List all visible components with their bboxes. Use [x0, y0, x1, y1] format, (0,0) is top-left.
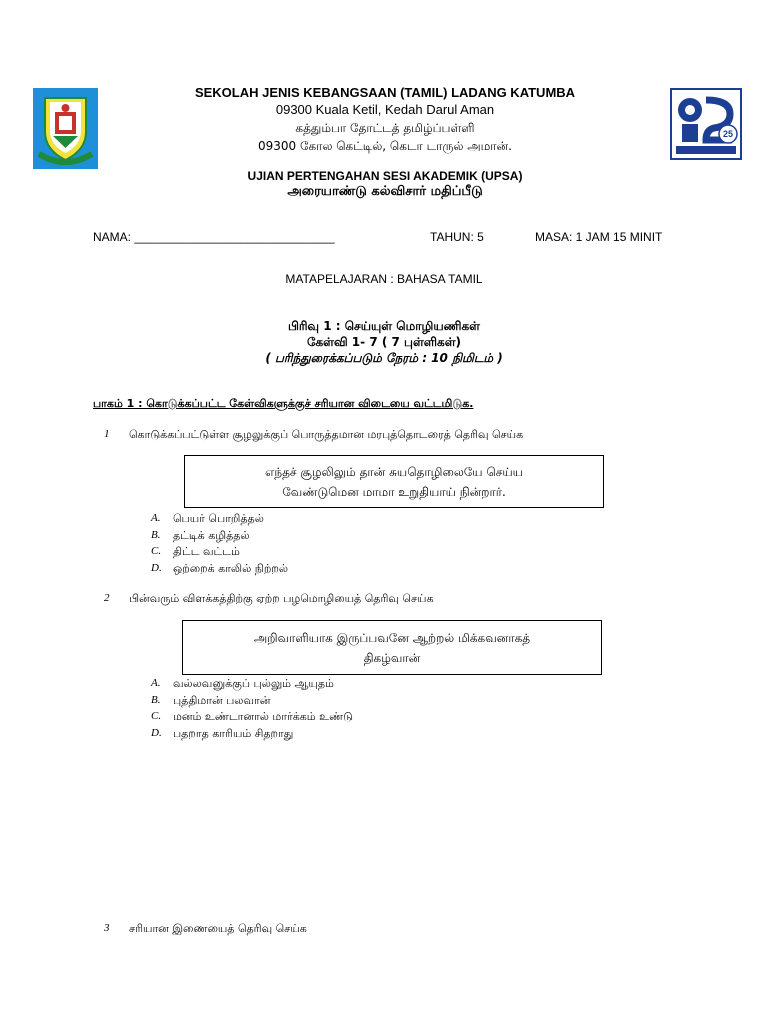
- school-name-tamil: கத்தும்பா தோட்டத் தமிழ்ப்பள்ளி: [295, 121, 475, 135]
- question-2-option-c[interactable]: [151, 710, 451, 726]
- option-letter: D.: [151, 727, 162, 739]
- question-2-option-d[interactable]: [151, 727, 451, 743]
- option-letter: A.: [151, 512, 161, 524]
- question-1-number: 1: [104, 428, 110, 440]
- subject-label: MATAPELAJARAN : BAHASA TAMIL: [285, 272, 483, 286]
- section-time: ( பரிந்துரைக்கப்படும் நேரம் : 10 நிமிடம் ): [265, 351, 503, 365]
- option-text: பெயர் பொறித்தல்: [173, 512, 264, 525]
- question-3-text: சரியான இணையைத் தெரிவு செய்க: [129, 922, 307, 935]
- question-1-context-line-2: வேண்டுமென மாமா உறுதியாய் நின்றார்.: [282, 484, 506, 499]
- option-text: புத்திமான் பலவான்: [173, 694, 271, 707]
- option-text: மனம் உண்டானால் மார்க்கம் உண்டு: [173, 710, 353, 723]
- question-2-option-b[interactable]: [151, 694, 451, 710]
- option-letter: A.: [151, 677, 161, 689]
- option-letter: B.: [151, 694, 161, 706]
- school-address-tamil: 09300 கோல கெட்டில், கெடா டாருல் அமான்.: [257, 139, 512, 153]
- anniversary-logo: [670, 88, 742, 160]
- option-text: ஒற்றைக் காலில் நிற்றல்: [173, 562, 288, 575]
- option-text: தட்டிக் கழித்தல்: [173, 529, 250, 542]
- question-1-context-box: [184, 455, 604, 508]
- question-2-context-line-2: திகழ்வான்: [363, 650, 421, 665]
- option-letter: D.: [151, 562, 162, 574]
- option-letter: C.: [151, 710, 162, 722]
- question-3-number: 3: [104, 922, 110, 934]
- question-1-option-c[interactable]: [151, 545, 451, 561]
- option-text: பதறாத காரியம் சிதறாது: [173, 727, 294, 740]
- question-2-context-box: [182, 620, 602, 675]
- time-label: MASA: 1 JAM 15 MINIT: [535, 230, 663, 244]
- question-2-option-a[interactable]: [151, 677, 451, 693]
- question-1-option-a[interactable]: [151, 512, 451, 528]
- option-letter: C.: [151, 545, 162, 557]
- question-2-context-line-1: அறிவாளியாக இருப்பவனே ஆற்றல் மிக்கவனாகத்: [253, 630, 531, 645]
- question-1-context-line-1: எந்தச் சூழலிலும் தான் சுயதொழிலையே செய்ய: [265, 464, 523, 479]
- school-address: 09300 Kuala Ketil, Kedah Darul Aman: [275, 102, 495, 117]
- question-2-number: 2: [104, 592, 110, 604]
- year-label: TAHUN: 5: [430, 230, 484, 244]
- exam-title-tamil: அரையாண்டு கல்விசார் மதிப்பீடு: [287, 184, 483, 199]
- question-1-text: கொடுக்கப்பட்டுள்ள சூழலுக்குப் பொருத்தமான மரபுத்தொடரைத் தெரிவு செய்க: [129, 428, 524, 441]
- student-name-field: NAMA: ______________________________: [93, 230, 335, 244]
- exam-title: UJIAN PERTENGAHAN SESI AKADEMIK (UPSA): [247, 169, 523, 183]
- question-1-option-d[interactable]: [151, 562, 451, 578]
- instruction: பாகம் 1 : கொடுக்கப்பட்ட கேள்விகளுக்குச் சரியான விடையை வட்டமிடுக.: [93, 397, 474, 410]
- anniversary-25-icon: [670, 88, 742, 160]
- option-text: வல்லவனுக்குப் புல்லும் ஆயுதம்: [173, 677, 334, 690]
- option-letter: B.: [151, 529, 161, 541]
- section-questions: கேள்வி 1- 7 ( 7 புள்ளிகள்): [306, 335, 462, 349]
- option-text: திட்ட வட்டம்: [173, 545, 240, 558]
- school-crest-icon: [33, 88, 98, 169]
- section-title: பிரிவு 1 : செய்யுள் மொழியணிகள்: [287, 319, 481, 333]
- school-logo: [33, 88, 98, 169]
- question-2-text: பின்வரும் விளக்கத்திற்கு ஏற்ற பழமொழியைத் தெரிவு செய்க: [129, 592, 434, 605]
- svg-text:25: 25: [722, 129, 734, 139]
- question-1-option-b[interactable]: [151, 529, 451, 545]
- school-name: SEKOLAH JENIS KEBANGSAAN (TAMIL) LADANG KATUMBA: [194, 85, 576, 100]
